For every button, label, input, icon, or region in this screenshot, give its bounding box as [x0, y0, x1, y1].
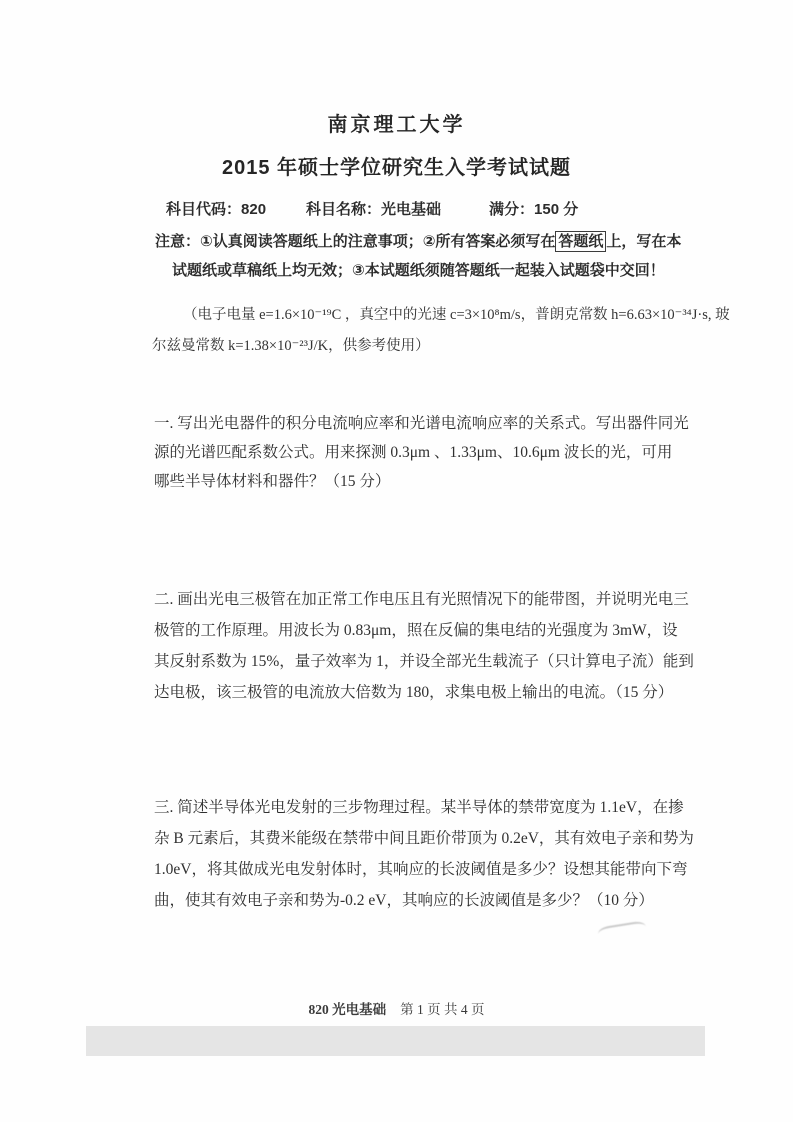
full-score-value: 150 分	[534, 201, 579, 218]
page-footer	[0, 998, 793, 1018]
exam-title: 2015 年硕士学位研究生入学考试试题	[221, 157, 572, 179]
question-line: 源的光谱匹配系数公式。用来探测 0.3μm 、1.33μm、10.6μm 波长的光，可用	[154, 444, 673, 461]
notice-line-1	[155, 230, 682, 259]
question-line: 二. 画出光电三极管在加正常工作电压且有光照情况下的能带图，并说明光电三	[154, 591, 689, 608]
question-3	[154, 797, 694, 921]
subject-code-value: 820	[241, 201, 267, 218]
question-line: 一. 写出光电器件的积分电流响应率和光谱电流响应率的关系式。写出器件同光	[154, 415, 689, 432]
notice-line-1-post: 上，写在本	[606, 233, 682, 250]
notice-section	[155, 230, 682, 288]
question-line: 极管的工作原理。用波长为 0.83μm，照在反偏的集电结的光强度为 3mW，设	[154, 622, 678, 639]
constants-note	[152, 305, 730, 367]
full-score	[489, 198, 578, 219]
subject-meta-row	[0, 198, 793, 218]
notice-line-2: 试题纸或草稿纸上均无效；③本试题纸须随答题纸一起装入试题袋中交回！	[172, 262, 665, 279]
full-score-label: 满分：	[489, 201, 535, 218]
question-line: 杂 B 元素后，其费米能级在禁带中间且距价带顶为 0.2eV，其有效电子亲和势为	[154, 830, 694, 847]
footer-page-number: 第 1 页 共 4 页	[400, 1002, 485, 1017]
subject-code-label: 科目代码：	[166, 201, 242, 218]
notice-line-1-pre: 注意：①认真阅读答题纸上的注意事项；②所有答案必须写在	[155, 233, 556, 250]
question-2	[154, 589, 694, 713]
question-line: 其反射系数为 15%，量子效率为 1，并设全部光生载流子（只计算电子流）能到	[154, 653, 694, 670]
university-title: 南京理工大学	[327, 114, 466, 136]
question-line: 达电极，该三极管的电流放大倍数为 180，求集电极上输出的电流。（15 分）	[154, 684, 674, 701]
constants-line-1: （电子电量 e=1.6×10⁻¹⁹C ，真空中的光速 c=3×10⁸m/s，普朗克常数 h=6.63×10⁻³⁴J·s, 玻	[183, 307, 730, 323]
pencil-smudge	[597, 920, 646, 939]
constants-line-2: 尔兹曼常数 k=1.38×10⁻²³J/K，供参考使用）	[152, 338, 430, 354]
scan-shadow-strip	[86, 1026, 705, 1056]
question-line: 曲，使其有效电子亲和势为-0.2 eV，其响应的长波阈值是多少？（10 分）	[154, 892, 654, 909]
question-line: 哪些半导体材料和器件？（15 分）	[154, 473, 391, 490]
subject-name-label: 科目名称：	[306, 201, 382, 218]
question-line: 三. 简述半导体光电发射的三步物理过程。某半导体的禁带宽度为 1.1eV，在掺	[154, 799, 684, 816]
subject-code	[166, 198, 266, 219]
answer-sheet-boxed-term: 答题纸	[555, 231, 606, 252]
question-line: 1.0eV，将其做成光电发射体时，其响应的长波阈值是多少？设想其能带向下弯	[154, 861, 688, 878]
subject-name-value: 光电基础	[381, 201, 442, 218]
subject-name	[306, 198, 441, 219]
question-1	[154, 413, 689, 500]
footer-course-name: 820 光电基础	[308, 1002, 387, 1017]
